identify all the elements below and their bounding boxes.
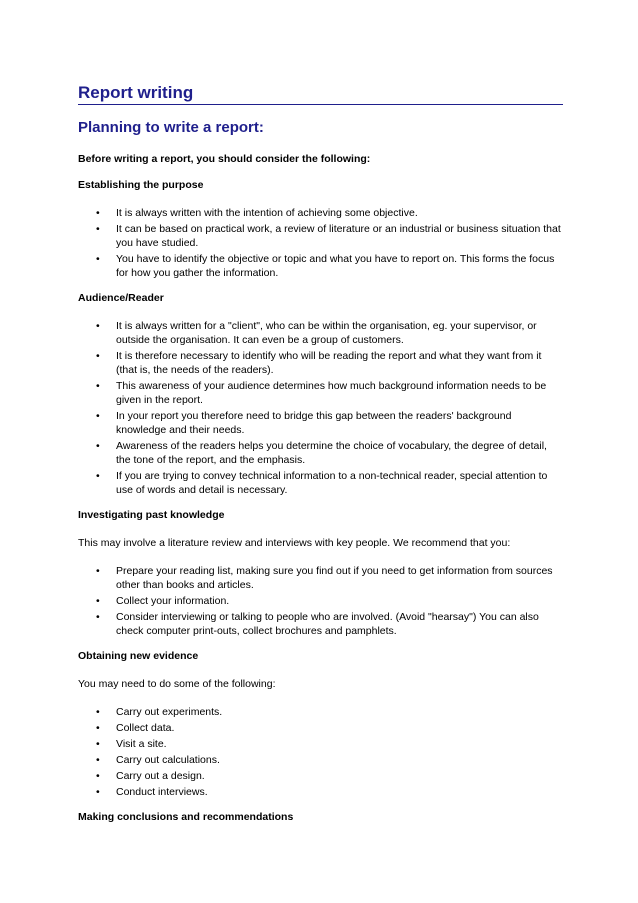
evidence-heading: Obtaining new evidence [78, 650, 199, 662]
bullet-icon: • [96, 470, 100, 482]
list-item: • Prepare your reading list, making sure you find out if you need to get information from sources other than books and articles. [96, 565, 553, 591]
knowledge-list [78, 564, 563, 638]
purpose-heading: Establishing the purpose [78, 179, 204, 191]
list-item: • Awareness of the readers helps you determine the choice of vocabulary, the degree of detail, the tone of the report, and the emphasis. [96, 440, 547, 466]
bullet-icon: • [96, 754, 100, 766]
list-item: • This awareness of your audience determines how much background information needs to be given in the report. [96, 380, 547, 406]
list-item: • If you are trying to convey technical information to a non-technical reader, special attention to use of words and detail is necessary. [96, 470, 548, 496]
bullet-icon: • [96, 350, 100, 362]
list-item: • It is always written with the intention of achieving some objective. [96, 207, 418, 219]
intro-text: Before writing a report, you should consider the following: [78, 153, 371, 165]
bullet-icon: • [96, 207, 100, 219]
audience-heading: Audience/Reader [78, 292, 164, 304]
bullet-icon: • [96, 223, 100, 235]
list-item: • Carry out a design. [96, 770, 205, 782]
audience-list [78, 319, 563, 497]
bullet-icon: • [96, 722, 100, 734]
list-item: • Collect your information. [96, 595, 230, 607]
bullet-icon: • [96, 253, 100, 265]
bullet-icon: • [96, 320, 100, 332]
knowledge-heading: Investigating past knowledge [78, 509, 225, 521]
list-item: • Visit a site. [96, 738, 167, 750]
list-item: • Collect data. [96, 722, 175, 734]
page-title: Report writing [78, 82, 563, 105]
bullet-icon: • [96, 410, 100, 422]
list-item: • In your report you therefore need to bridge this gap between the readers' background knowledge and their needs. [96, 410, 512, 436]
bullet-icon: • [96, 380, 100, 392]
evidence-list [78, 705, 563, 799]
evidence-intro: You may need to do some of the following: [78, 678, 276, 690]
knowledge-intro: This may involve a literature review and interviews with key people. We recommend that you: [78, 537, 511, 549]
bullet-icon: • [96, 738, 100, 750]
bullet-icon: • [96, 611, 100, 623]
list-item: • Conduct interviews. [96, 786, 208, 798]
bullet-icon: • [96, 595, 100, 607]
list-item: • Carry out calculations. [96, 754, 220, 766]
list-item: • It is always written for a "client", who can be within the organisation, eg. your supervisor, or outside the organisation. It can even be a group of customers. [96, 320, 537, 346]
list-item: • Consider interviewing or talking to people who are involved. (Avoid "hearsay") You can also check computer print-outs, collect brochures and pamphlets. [96, 611, 539, 637]
bullet-icon: • [96, 706, 100, 718]
document-page [78, 82, 563, 824]
bullet-icon: • [96, 770, 100, 782]
list-item: • It is therefore necessary to identify who will be reading the report and what they want from it (that is, the needs of the readers). [96, 350, 542, 376]
bullet-icon: • [96, 565, 100, 577]
bullet-icon: • [96, 440, 100, 452]
list-item: • You have to identify the objective or topic and what you have to report on. This forms the focus for how you gather the information. [96, 253, 555, 279]
conclusions-heading: Making conclusions and recommendations [78, 811, 294, 823]
list-item: • Carry out experiments. [96, 706, 223, 718]
purpose-list [78, 206, 563, 280]
list-item: • It can be based on practical work, a review of literature or an industrial or business situation that you have studied. [96, 223, 561, 249]
section-title: Planning to write a report: [78, 119, 264, 136]
bullet-icon: • [96, 786, 100, 798]
